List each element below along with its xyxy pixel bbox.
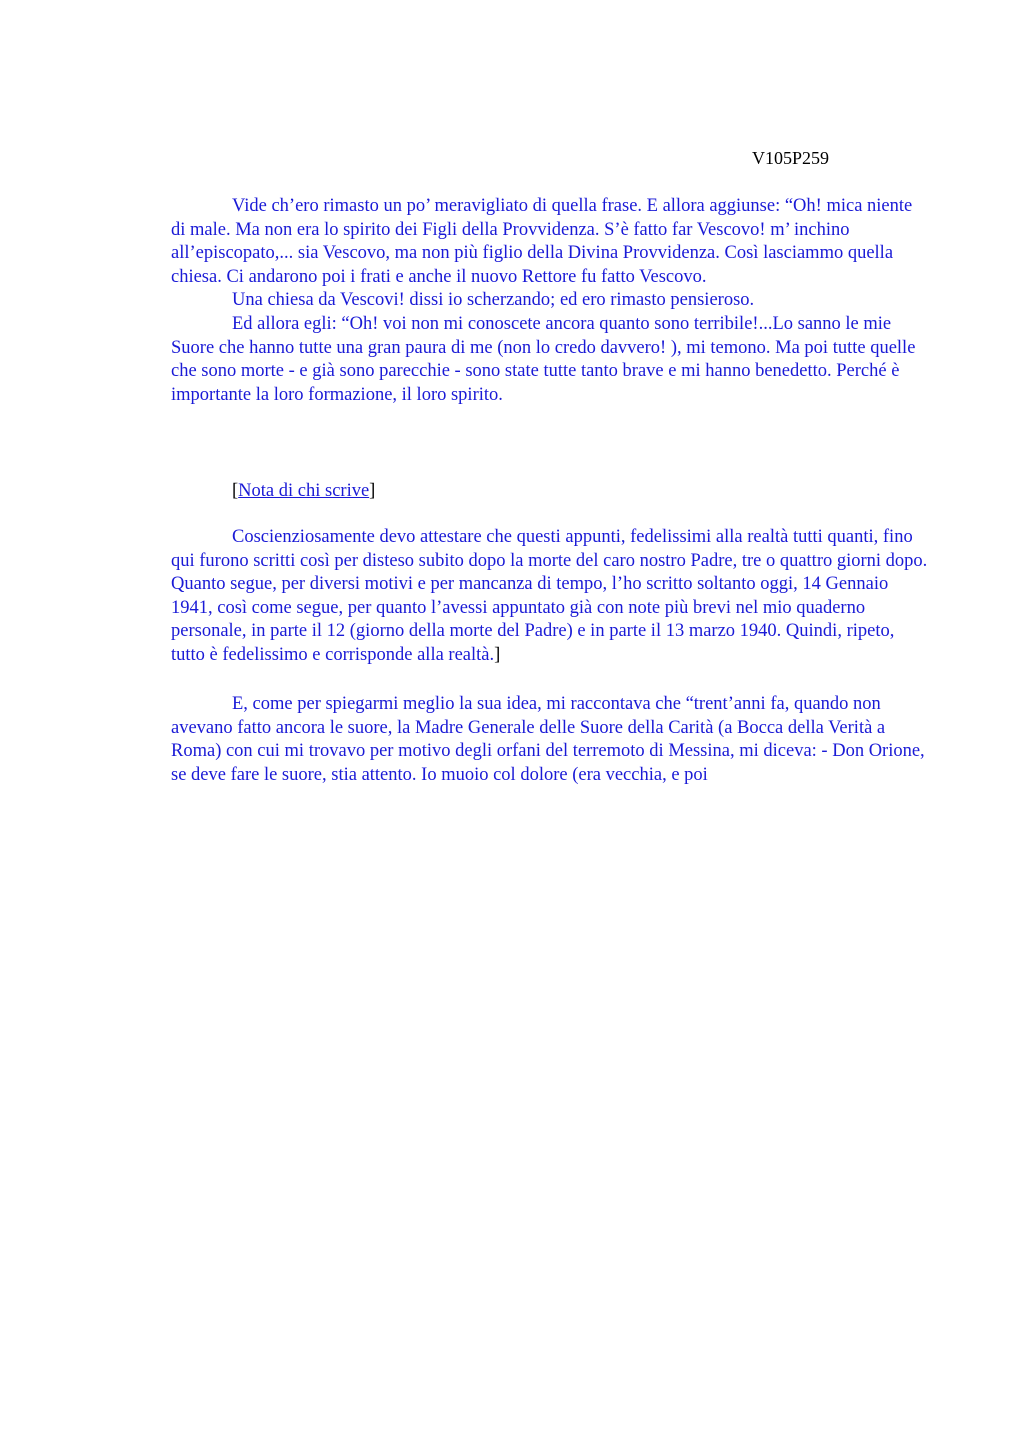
note-title-link[interactable]: Nota di chi scrive [238,481,370,501]
opening-section [171,195,931,407]
note-paragraph-text: Coscienziosamente devo attestare che questi appunti, fedelissimi alla realtà tutti quanti, fino qui furono scritti così per disteso subito dopo la morte del caro nostro Padre, tre o quattro giorni dopo. Quanto segue, per diversi motivi e per mancanza di tempo, l’ho scritto soltanto oggi, 14 Gennaio 1941, così come segue, per quanto l’avessi appuntato già con note più brevi nel mio quaderno personale, in parte il 12 (giorno della morte del Padre) e in parte il 13 marzo 1940. Quindi, ripeto, tutto è fedelissimo e corrisponde alla realtà. [171,527,928,665]
note-heading-line [171,480,931,504]
paragraph-2: Una chiesa da Vescovi! dissi io scherzando; ed ero rimasto pensieroso. [232,290,755,311]
note-open-bracket: [ [232,481,239,501]
closing-section [171,693,931,787]
page-code: V105P259 [752,148,830,168]
note-section [171,526,931,668]
note-paragraph [171,526,931,668]
paragraph-3: Ed allora egli: “Oh! voi non mi conoscete ancora quanto sono terribile!...Lo sanno le mie Suore che hanno tutte una gran paura di me (non lo credo davvero! ), mi temono. Ma poi tutte quelle che sono morte - e già sono parecchie - sono state tutte tanto brave e mi hanno benedetto. Perché è importante la loro formazione, il loro spirito. [171,313,916,405]
note-heading [171,480,931,504]
final-paragraph: E, come per spiegarmi meglio la sua idea, mi raccontava che “trent’anni fa, quando non avevano fatto ancora le suore, la Madre Generale delle Suore della Carità (a Bocca della Verità a Roma) con cui mi trovavo per motivo degli orfani del terremoto di Messina, mi diceva: - Don Orione, se deve fare le suore, stia attento. Io muoio col dolore (era vecchia, e poi [171,694,925,785]
note-paragraph-close-bracket: ] [494,644,501,665]
note-close-bracket: ] [369,481,376,501]
paragraph-1: Vide ch’ero rimasto un po’ meravigliato di quella frase. E allora aggiunse: “Oh! mica niente di male. Ma non era lo spirito dei Figli della Provvidenza. S’è fatto far Vescovo! m’ inchino all’episcopato,... sia Vescovo, ma non più figlio della Divina Provvidenza. Così lasciammo quella chiesa. Ci andarono poi i frati e anche il nuovo Rettore fu fatto Vescovo. [171,196,913,287]
